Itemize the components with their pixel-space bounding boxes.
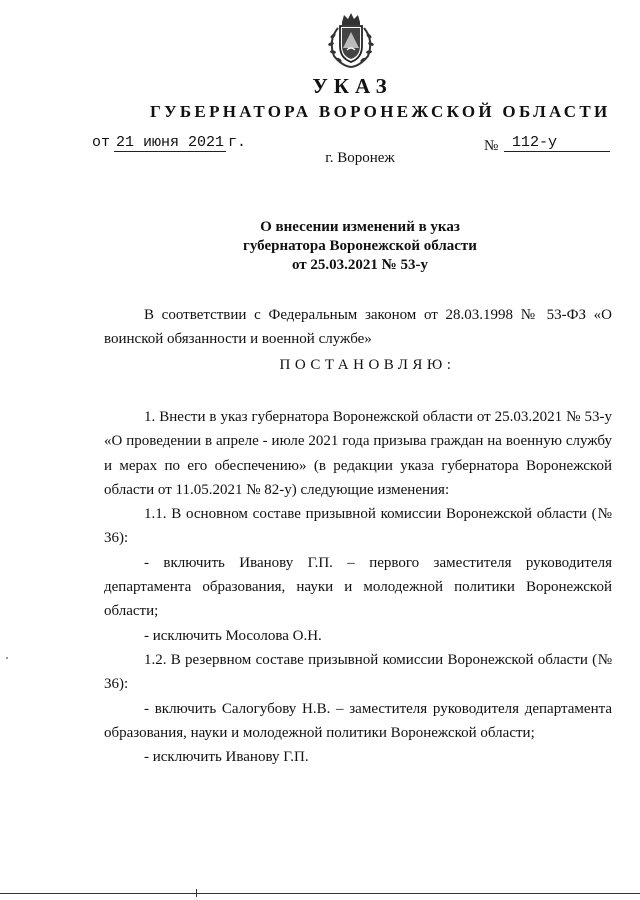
number-label: №	[484, 138, 499, 154]
date-prefix: от	[92, 134, 111, 151]
decree-number: 112-у	[504, 134, 610, 152]
paragraph: - исключить Иванову Г.П.	[144, 749, 309, 766]
subject-line: от 25.03.2021 № 53-у	[292, 257, 428, 273]
subject-line: О внесении изменений в указ	[260, 219, 460, 235]
decree-subject	[150, 218, 570, 275]
paragraph: 1. Внести в указ губернатора Воронежской области от 25.03.2021 № 53-у «О проведении в апреле - июле 2021 года призыва граждан на военную службу и мерах по его обеспечению» (в редакции указа губернатора Воронежской области от 11.05.2021 № 82-у) следующие изменения:	[104, 409, 612, 498]
footer-tick	[196, 889, 197, 897]
date-value: 21 июня 2021	[116, 134, 225, 151]
paragraph: - включить Иванову Г.П. – первого заместителя руководителя департамента образования, науки и молодежной политики Воронежской области;	[104, 554, 612, 620]
paragraph: 1.2. В резервном составе призывной комиссии Воронежской области (№ 36):	[104, 651, 612, 693]
date-suffix: г.	[228, 134, 247, 151]
paragraph: - включить Салогубову Н.В. – заместителя руководителя департамента образования, науки и молодежной политики Воронежской области;	[104, 700, 612, 741]
decree-body	[104, 405, 612, 769]
city-line: г. Воронеж	[325, 150, 395, 166]
decree-word: ПОСТАНОВЛЯЮ:	[279, 357, 456, 373]
document-title: УКАЗ	[312, 74, 393, 98]
preamble	[104, 303, 612, 352]
subject-line: губернатора Воронежской области	[243, 238, 477, 254]
paragraph: 1.1. В основном составе призывной комиссии Воронежской области (№ 36):	[104, 506, 612, 547]
issuer-title: ГУБЕРНАТОРА ВОРОНЕЖСКОЙ ОБЛАСТИ	[150, 102, 611, 121]
coat-of-arms-emblem	[324, 10, 378, 70]
preamble-text: В соответствии с Федеральным законом от 28.03.1998 № 53-ФЗ «О воинской обязанности и военной службе»	[104, 307, 612, 348]
paragraph: - исключить Мосолова О.Н.	[144, 627, 322, 644]
footer-rule	[0, 893, 640, 894]
scan-speck	[6, 657, 8, 659]
